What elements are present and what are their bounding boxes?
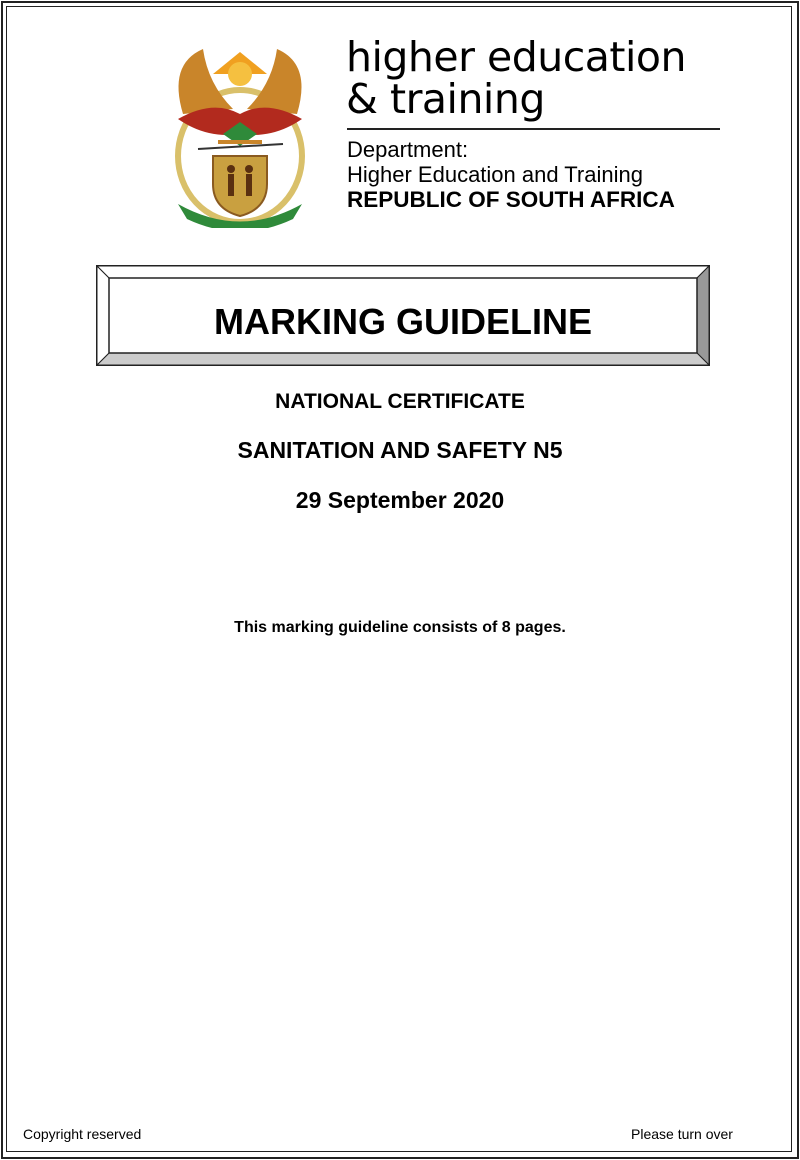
footer-turn-over: Please turn over [631,1126,733,1142]
department-name: Higher Education and Training [347,162,643,187]
brand-line-1: higher education [346,33,686,81]
certificate-subtitle: NATIONAL CERTIFICATE [275,390,525,413]
coat-of-arms-logo [163,44,317,228]
department-label: Department: [347,137,469,162]
exam-date: 29 September 2020 [295,487,505,513]
title-box [96,265,710,366]
department-block [347,137,675,212]
brand-wordmark [346,33,686,123]
header-rule [347,128,720,130]
page-count-note: This marking guideline consists of 8 pages. [234,619,566,636]
subject-title: SANITATION AND SAFETY N5 [237,437,563,463]
country-name: REPUBLIC OF SOUTH AFRICA [347,187,675,212]
document-title: MARKING GUIDELINE [214,301,592,342]
footer-copyright: Copyright reserved [23,1126,142,1142]
brand-line-2: & training [346,75,545,123]
